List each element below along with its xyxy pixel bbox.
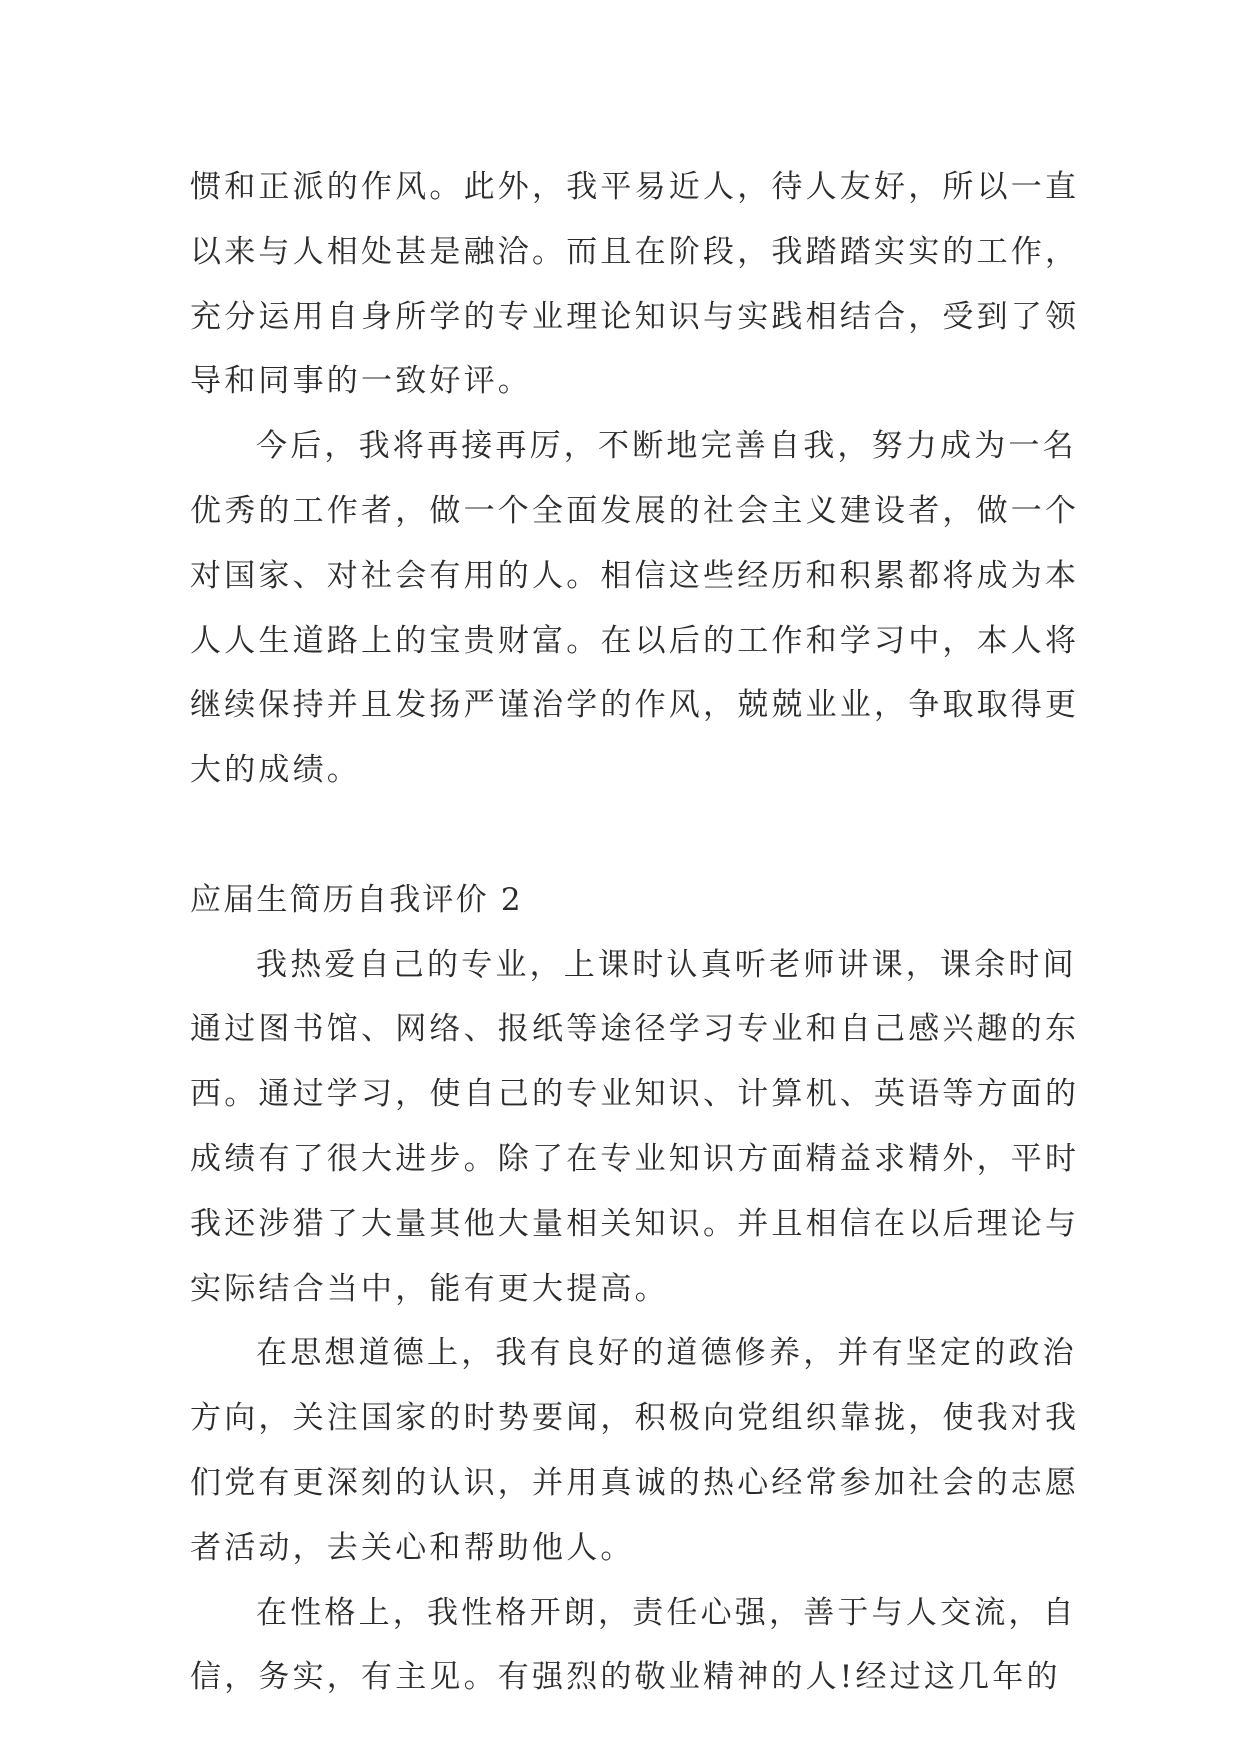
- text-line: 我还涉猎了大量其他大量相关知识。并且相信在以后理论与: [190, 1205, 1080, 1242]
- text-line: 信，务实，有主见。有强烈的敬业精神的人!经过这几年的: [190, 1659, 1061, 1696]
- paragraph-study: [190, 933, 1080, 1322]
- document-body: [190, 155, 1080, 1710]
- text-line: 大的成绩。: [190, 752, 361, 789]
- blank-line: [190, 803, 1060, 868]
- text-line: 我热爱自己的专业，上课时认真听老师讲课，课余时间: [256, 946, 1077, 983]
- text-line: 通过图书馆、网络、报纸等途径学习专业和自己感兴趣的东: [190, 1011, 1080, 1048]
- text-line: 对国家、对社会有用的人。相信这些经历和积累都将成为本: [190, 557, 1080, 594]
- text-line: 成绩有了很大进步。除了在专业知识方面精益求精外，平时: [190, 1140, 1080, 1177]
- paragraph-personality: [190, 1581, 1077, 1711]
- text-line: 实际结合当中，能有更大提高。: [190, 1270, 669, 1307]
- text-line: 方向，关注国家的时势要闻，积极向党组织靠拢，使我对我: [190, 1400, 1080, 1437]
- text-line: 惯和正派的作风。此外，我平易近人，待人友好，所以一直: [190, 169, 1080, 205]
- text-line: 导和同事的一致好评。: [190, 363, 532, 400]
- text-line: 今后，我将再接再厉，不断地完善自我，努力成为一名: [256, 428, 1077, 465]
- section-heading: 应届生简历自我评价 2: [190, 881, 523, 918]
- text-line: 们党有更深刻的认识，并用真诚的热心经常参加社会的志愿: [190, 1464, 1080, 1501]
- text-line: 充分运用自身所学的专业理论知识与实践相结合，受到了领: [190, 298, 1080, 335]
- text-line: 优秀的工作者，做一个全面发展的社会主义建设者，做一个: [190, 492, 1080, 529]
- text-line: 人人生道路上的宝贵财富。在以后的工作和学习中，本人将: [190, 622, 1080, 659]
- text-line: 者活动，去关心和帮助他人。: [190, 1529, 635, 1566]
- paragraph-continuation: [190, 155, 1080, 414]
- text-line: 以来与人相处甚是融洽。而且在阶段，我踏踏实实的工作，: [190, 233, 1080, 270]
- text-line: 在性格上，我性格开朗，责任心强，善于与人交流，自: [256, 1594, 1077, 1631]
- text-line: 西。通过学习，使自己的专业知识、计算机、英语等方面的: [190, 1076, 1080, 1113]
- paragraph-future-plans: [190, 414, 1080, 803]
- text-line: 在思想道德上，我有良好的道德修养，并有坚定的政治: [256, 1335, 1077, 1372]
- paragraph-morality: [190, 1321, 1080, 1580]
- text-line: 继续保持并且发扬严谨治学的作风，兢兢业业，争取取得更: [190, 687, 1080, 724]
